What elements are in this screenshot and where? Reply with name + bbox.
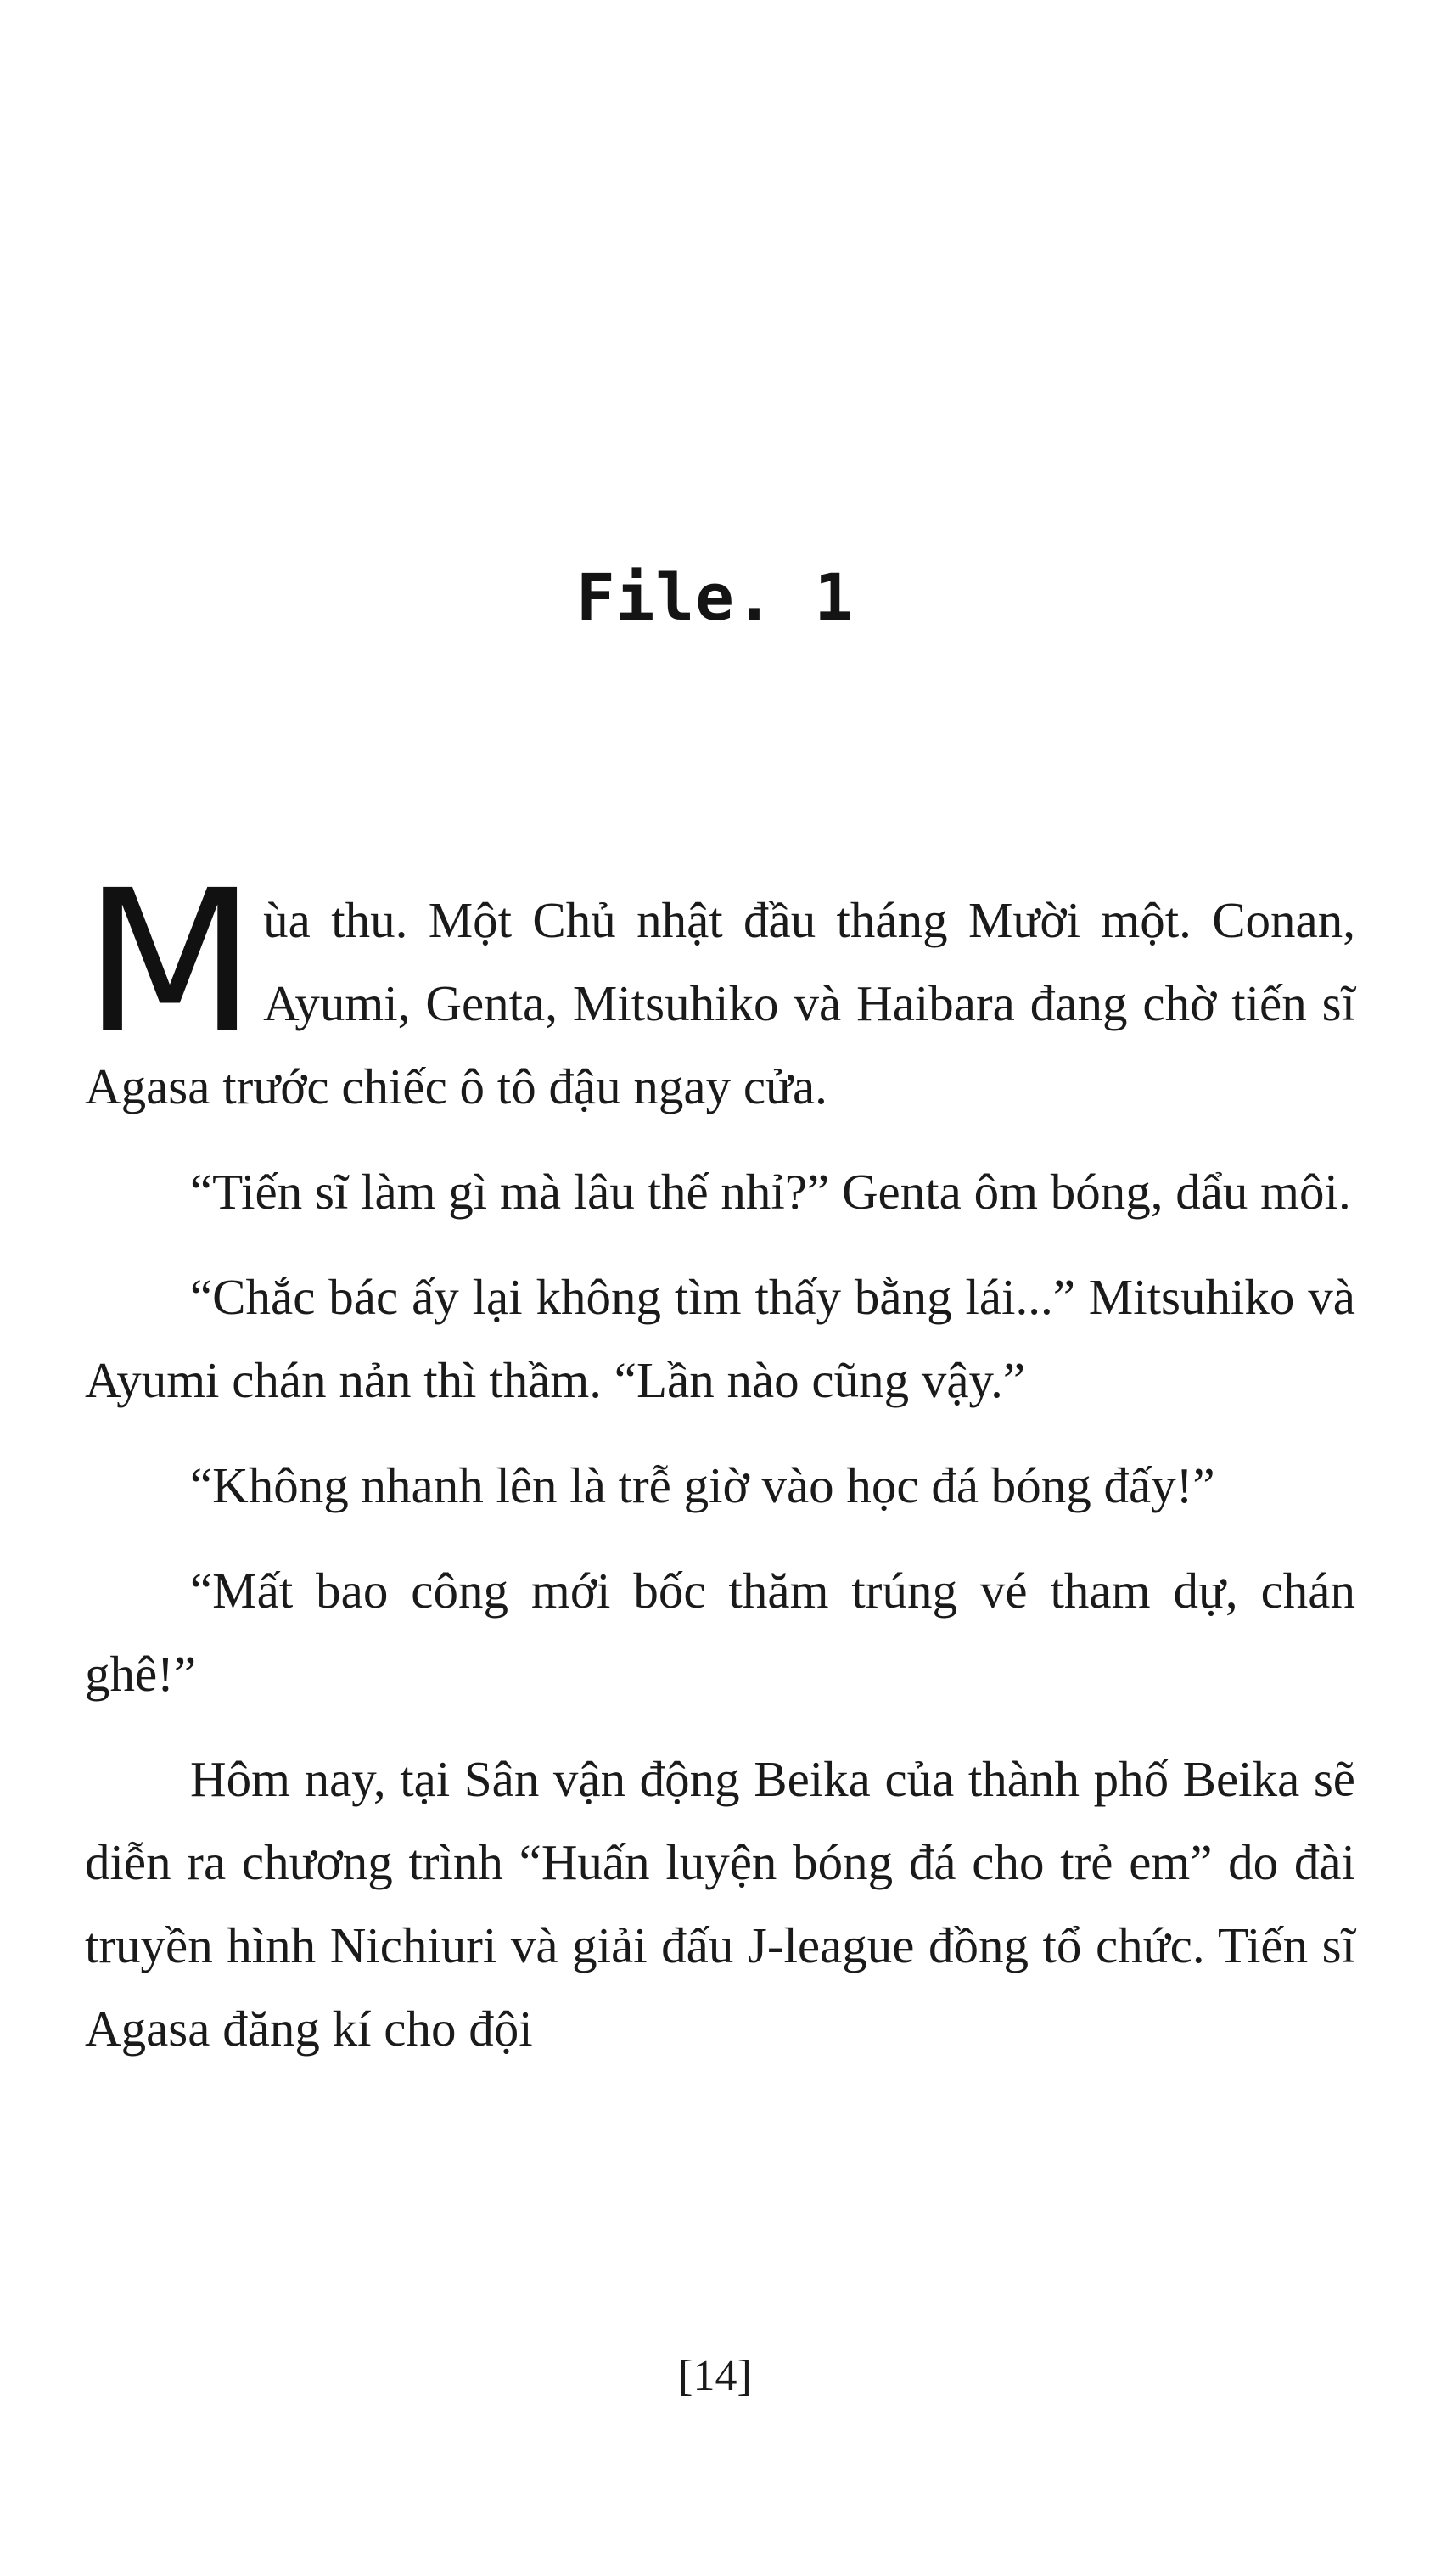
paragraph-6: Hôm nay, tại Sân vận động Beika của thành phố Beika sẽ diễn ra chương trình “Huấn luyện bóng đá cho trẻ em” do đài truyền hình Nichiuri và giải đấu J-league đồng tổ chức. Tiến sĩ Agasa đăng kí cho đội [85,1751,1355,2057]
paragraph-2: “Tiến sĩ làm gì mà lâu thế nhỉ?” Genta ôm bóng, dẩu môi. [190,1164,1351,1220]
paragraph-3: “Chắc bác ấy lại không tìm thấy bằng lái...” Mitsuhiko và Ayumi chán nản thì thầm. “Lần nào cũng vậy.” [85,1269,1355,1408]
paragraph-4: “Không nhanh lên là trễ giờ vào học đá bóng đấy!” [190,1457,1215,1513]
paragraph-5: “Mất bao công mới bốc thăm trúng vé tham dự, chán ghê!” [85,1563,1355,1702]
page-number: [14] [678,2352,752,2400]
drop-cap: M [82,848,257,1077]
paragraph-1 [82,848,1355,1128]
chapter-body [82,848,1355,2092]
paragraph-1-text: ùa thu. Một Chủ nhật đầu tháng Mười một. Conan, Ayumi, Genta, Mitsuhiko và Haibara đang chờ tiến sĩ Agasa trước chiếc ô tô đậu ngay cửa. [85,892,1355,1114]
chapter-title: File. 1 [575,558,855,635]
